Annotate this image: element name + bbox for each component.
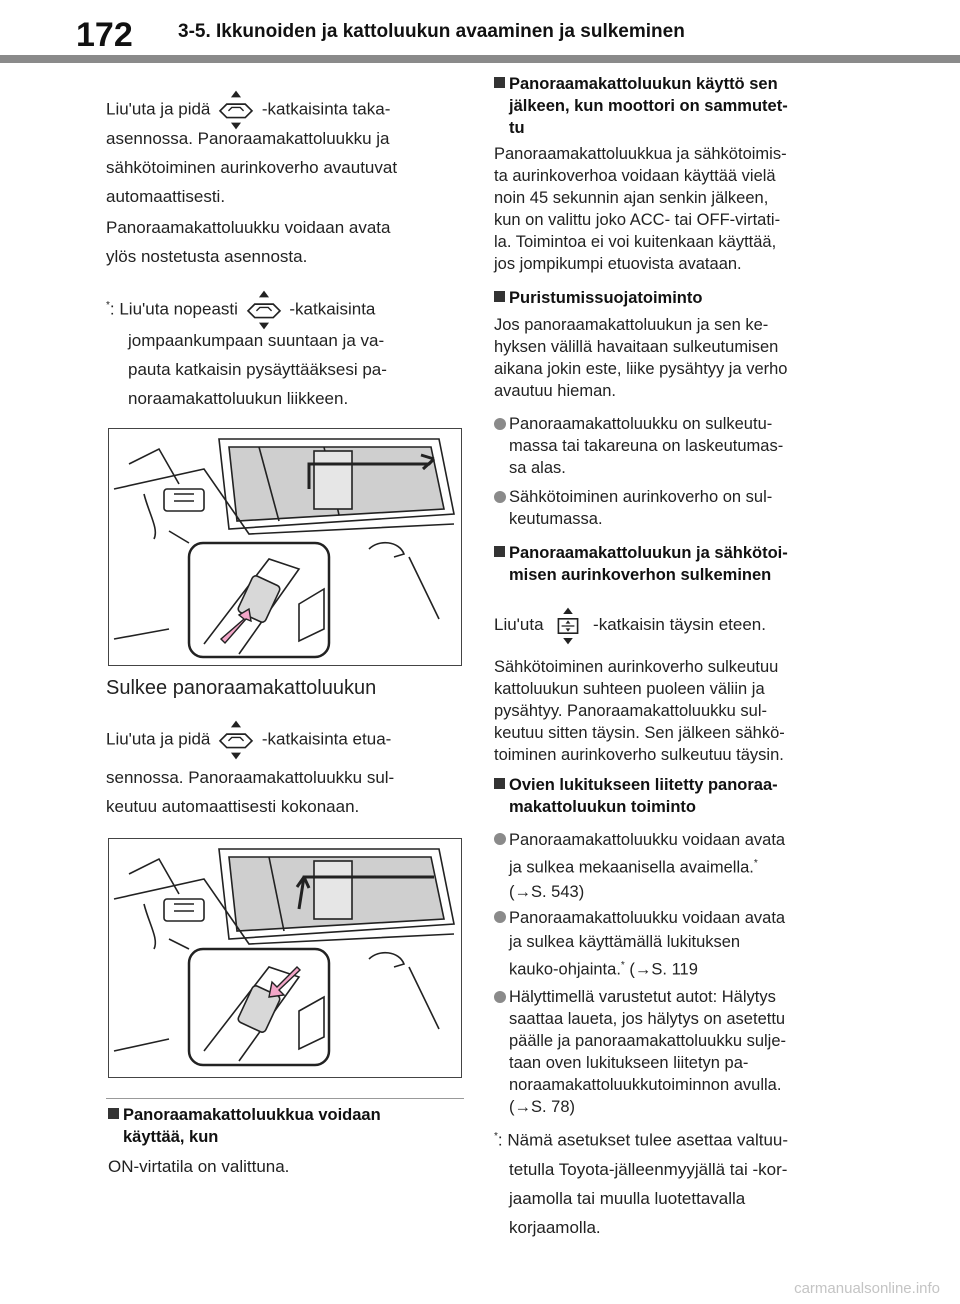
bullet-item — [494, 828, 860, 904]
chapter-title: 3-5. Ikkunoiden ja kattoluukun avaaminen ja sulkeminen — [178, 21, 685, 42]
switch-slide-icon — [548, 605, 588, 647]
text-line: kun on valittu joko ACC- tai OFF-virtati- — [494, 211, 781, 229]
paragraph-close-b — [106, 763, 466, 821]
cross-reference: (→S. 119 — [624, 960, 698, 979]
heading-line: tu — [509, 119, 525, 137]
bullet-dot — [494, 991, 506, 1003]
text-line: sähkötoiminen aurinkoverho avautuvat — [106, 158, 398, 177]
bullet-item — [494, 413, 860, 479]
paragraph-open-b — [106, 124, 466, 211]
heading-line: Panoraamakattoluukun käyttö sen — [509, 75, 778, 93]
paragraph-after-engine-off — [494, 143, 860, 275]
text: Liu'uta — [494, 615, 544, 634]
heading-line: Ovien lukitukseen liitetty panoraa- — [509, 776, 778, 794]
text-line: ta aurinkoverhoa voidaan käyttää vielä — [494, 167, 776, 185]
text-line: Panoraamakattoluukku voidaan avata — [106, 218, 391, 237]
bullet-dot — [494, 911, 506, 923]
text-line: jos jompikumpi etuovista avataan. — [494, 255, 742, 273]
text-line: ylös nostetusta asennosta. — [106, 247, 308, 266]
heading-line: Panoraamakattoluukun ja sähkötoi- — [509, 544, 788, 562]
asterisk: * — [106, 299, 110, 311]
text: : Liu'uta nopeasti — [109, 299, 238, 319]
caption-close: Sulkee panoraamakattoluukun — [106, 677, 377, 699]
asterisk: * — [753, 858, 758, 869]
text: -katkaisinta etua- — [261, 729, 392, 749]
footnote-quick-b — [128, 326, 468, 413]
text-line: Panoraamakattoluukku voidaan avata — [509, 831, 786, 849]
paragraph-close-a — [106, 718, 391, 762]
text-line: keutuu automaattisesti kokonaan. — [106, 797, 360, 816]
text-line: tetulla Toyota-jälleenmyyjällä tai -kor- — [509, 1159, 788, 1179]
square-marker — [494, 291, 505, 302]
text-line: kattoluukun suhteen puoleen väliin ja — [494, 680, 765, 698]
text-line: noin 45 sekunnin ajan senkin jälkeen, — [494, 189, 769, 207]
heading-jam-protection — [494, 287, 860, 309]
roof-drawing-close — [109, 839, 460, 1076]
text-line: Sähkötoiminen aurinkoverho sulkeutuu — [494, 658, 779, 676]
heading-line: makattoluukun toiminto — [509, 798, 696, 816]
bullet-dot — [494, 491, 506, 503]
cross-reference: (→S. 78) — [509, 1098, 576, 1116]
text-line: keutuu sitten täysin. Sen jälkeen sähkö- — [494, 724, 785, 742]
text-line: saattaa laueta, jos hälytys on asetettu — [509, 1010, 786, 1028]
watermark: carmanualsonline.info — [794, 1280, 940, 1297]
text-line: toiminen aurinkoverho sulkeutuu täysin. — [494, 746, 784, 764]
text-line: Sähkötoiminen aurinkoverho on sul- — [509, 488, 773, 506]
text-line: noraamakattoluukun liikkeen. — [128, 389, 349, 408]
bullet-item — [494, 906, 860, 982]
asterisk: * — [494, 1131, 498, 1142]
text-line: pysähtyy. Panoraamakattoluukku sul- — [494, 702, 767, 720]
text: -katkaisin täysin eteen. — [593, 615, 766, 634]
text: Liu'uta ja pidä — [106, 99, 211, 119]
heading-closing-both — [494, 542, 860, 586]
page-number: 172 — [76, 16, 133, 54]
bullet-item — [494, 486, 860, 530]
text-line: avautuu hieman. — [494, 382, 617, 400]
text-line: korjaamolla. — [509, 1217, 601, 1237]
heading-line: Panoraamakattoluukkua voidaan — [123, 1106, 381, 1124]
text-line: massa tai takareuna on laskeutumas- — [509, 437, 784, 455]
text: Liu'uta ja pidä — [106, 729, 211, 749]
text-line: sa alas. — [509, 459, 566, 477]
paragraph-slide-forward — [494, 600, 766, 650]
paragraph-jam-protection — [494, 314, 860, 402]
heading-line: jälkeen, kun moottori on sammutet- — [509, 97, 788, 115]
text-line: la. Toimintoa ei voi kuitenkaan käyttää, — [494, 233, 777, 251]
heading-door-lock-link — [494, 774, 860, 818]
heading-after-engine-off — [494, 73, 860, 139]
text: kauko-ohjainta. — [509, 960, 621, 979]
bullet-item — [494, 986, 860, 1118]
section-divider — [106, 1098, 464, 1099]
roof-drawing-open — [109, 429, 460, 664]
paragraph-shade-closes — [494, 656, 860, 766]
text-line: jaamolla tai muulla luotettavalla — [509, 1188, 746, 1208]
text: ja sulkea mekaanisella avaimella. — [509, 858, 754, 877]
text-line: Panoraamakattoluukku voidaan avata — [509, 909, 786, 927]
text-line: Panoraamakattoluukku on sulkeutu- — [509, 415, 773, 433]
asterisk: * — [620, 960, 625, 971]
text-line: aikana jokin este, liike pysähtyy ja verho — [494, 360, 788, 378]
text-line: pauta katkaisin pysäyttääksesi pa- — [128, 360, 387, 379]
text: -katkaisinta taka- — [261, 99, 391, 119]
header-rule — [0, 55, 960, 63]
paragraph-raised — [106, 213, 466, 271]
square-marker — [494, 546, 505, 557]
text-line: taan oven lukitukseen liitetyn pa- — [509, 1054, 749, 1072]
heading-line: misen aurinkoverhon sulkeminen — [509, 566, 772, 584]
heading-line: käyttää, kun — [123, 1128, 219, 1146]
text: -katkaisinta — [289, 299, 376, 319]
switch-tilt-icon — [215, 718, 257, 762]
page-header — [0, 0, 960, 70]
square-marker — [494, 778, 505, 789]
square-marker — [494, 77, 505, 88]
paragraph-usable: ON-virtatila on valittuna. — [108, 1157, 290, 1176]
text-line: keutumassa. — [509, 510, 603, 528]
text-line: Panoraamakattoluukkua ja sähkötoimis- — [494, 145, 787, 163]
text-line: jompaankumpaan suuntaan ja va- — [128, 331, 385, 350]
footnote-dealer — [494, 1122, 860, 1242]
text-line: päälle ja panoraamakattoluukku sulje- — [509, 1032, 787, 1050]
square-marker — [108, 1108, 119, 1119]
text: : Nämä asetukset tulee asettaa valtuu- — [497, 1130, 789, 1150]
text-line: asennossa. Panoraamakattoluukku ja — [106, 129, 390, 148]
bullet-dot — [494, 418, 506, 430]
text-line: automaattisesti. — [106, 187, 226, 206]
cross-reference: (→S. 543) — [509, 882, 585, 901]
heading-line: Puristumissuojatoiminto — [509, 289, 703, 307]
text-line: noraamakattoluukkutoiminnon avulla. — [509, 1076, 782, 1094]
bullet-dot — [494, 833, 506, 845]
text-line: Hälyttimellä varustetut autot: Hälytys — [509, 988, 776, 1006]
text-line: ja sulkea käyttämällä lukituksen — [509, 933, 741, 951]
text-line: sennossa. Panoraamakattoluukku sul- — [106, 768, 395, 787]
heading-usable — [108, 1104, 468, 1148]
text-line: hyksen välillä havaitaan sulkeutumisen — [494, 338, 779, 356]
illustration-close — [108, 838, 462, 1078]
illustration-open — [108, 428, 462, 666]
text-line: Jos panoraamakattoluukun ja sen ke- — [494, 316, 769, 334]
